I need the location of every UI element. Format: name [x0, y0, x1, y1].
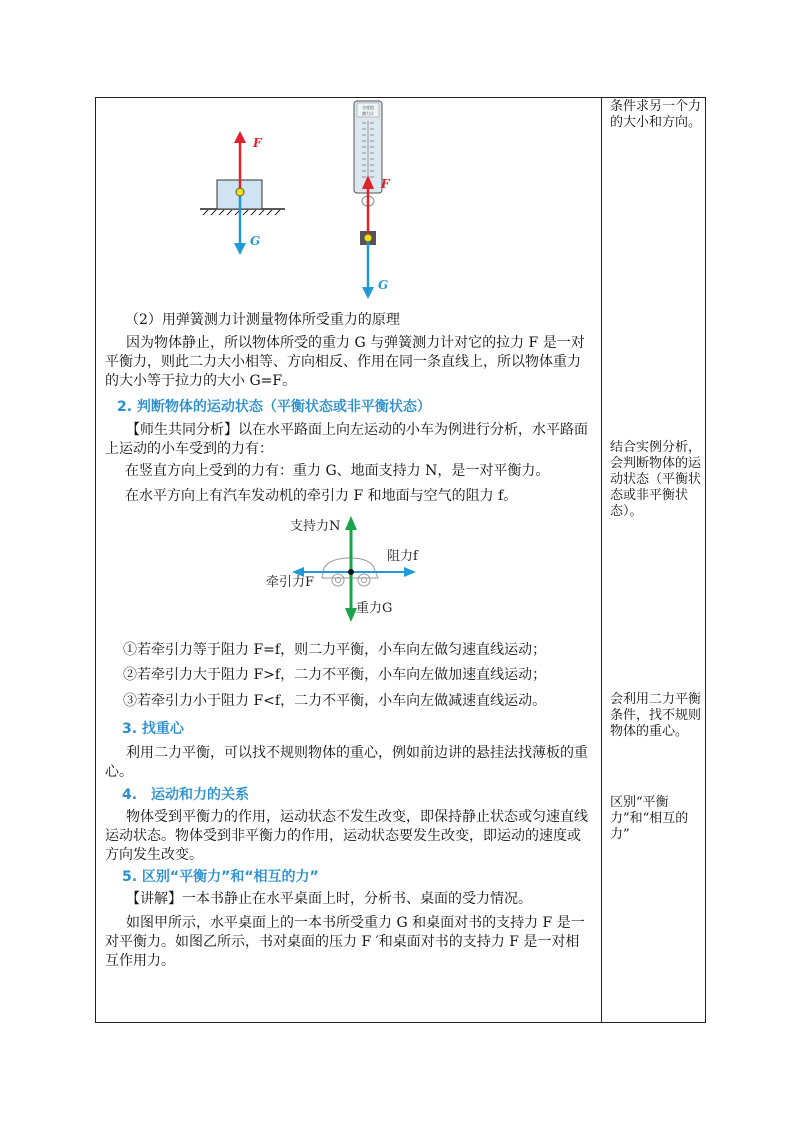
heading-motion-and-force: 4. 运动和力的关系 — [122, 787, 250, 803]
heading-center-of-gravity: 3. 找重心 — [122, 721, 184, 737]
block-force-diagram — [195, 125, 295, 260]
spring-scale-diagram — [340, 97, 410, 302]
horizontal-forces-paragraph: 在水平方向上有汽车发动机的牵引力 F 和地面与空气的阻力 f。 — [125, 488, 518, 504]
spring-principle-title: （2）用弹簧测力计测量物体所受重力的原理 — [125, 312, 400, 328]
heading-balanced-vs-mutual: 5. 区别“平衡力”和“相互的力” — [122, 869, 319, 885]
spring-force-up-label: F — [381, 177, 390, 191]
sidebar-note-motion-state: 结合实例分析，会判断物体的运动状态（平衡状态或非平衡状态）。 — [610, 440, 702, 519]
heading-motion-state: 2. 判断物体的运动状态（平衡状态或非平衡状态） — [117, 399, 431, 415]
car-support-label: 支持力N — [290, 519, 341, 534]
car-gravity-label: 重力G — [356, 601, 393, 616]
case-decelerating: ③若牵引力小于阻力 F<f，二力不平衡，小车向左做减速直线运动。 — [123, 693, 547, 709]
vertical-forces-paragraph: 在竖直方向上受到的力有：重力 G、地面支持力 N，是一对平衡力。 — [125, 463, 550, 479]
column-divider — [601, 97, 602, 1023]
car-force-diagram — [260, 514, 440, 624]
explain-paragraph: 【讲解】一本书静止在水平桌面上时，分析书、桌面的受力情况。 — [126, 891, 532, 907]
spring-principle-body: 因为物体静止，所以物体所受的重力 G 与弹簧测力计对它的拉力 F 是一对平衡力，则此二力大小相等、方向相反、作用在同一条直线上，所以物体重力的大小等于拉力的大小 G=F。 — [105, 335, 585, 389]
car-traction-label: 牵引力F — [266, 575, 315, 590]
case-balanced: ①若牵引力等于阻力 F=f，则二力平衡，小车向左做匀速直线运动； — [123, 642, 547, 658]
book-paragraph: 如图甲所示，水平桌面上的一本书所受重力 G 和桌面对书的支持力 F 是一对平衡力。如图乙所示，书对桌面的压力 F ′和桌面对书的支持力 F 是一对相互作用力。 — [105, 915, 585, 969]
spring-force-down-label: G — [378, 278, 389, 292]
sidebar-note-center-of-gravity: 会利用二力平衡条件，找不规则物体的重心。 — [610, 692, 702, 739]
spring-scale-label-1: 分度值 — [362, 105, 374, 110]
center-of-gravity-paragraph: 利用二力平衡，可以找不规则物体的重心，例如前边讲的悬挂法找薄板的重心。 — [105, 745, 588, 780]
car-drag-label: 阻力f — [387, 549, 418, 564]
sidebar-note-balanced-vs-mutual: 区别“平衡力”和“相互的力” — [610, 795, 689, 842]
motion-force-paragraph: 物体受到平衡力的作用，运动状态不发生改变，即保持静止状态或匀速直线运动状态。物体受到非平衡力的作用，运动状态要发生改变，即运动的速度或方向发生改变。 — [105, 809, 588, 863]
sidebar-note-force-direction: 条件求另一个力的大小和方向。 — [610, 99, 702, 130]
block-force-up-label: F — [253, 136, 262, 150]
case-accelerating: ②若牵引力大于阻力 F>f，二力不平衡，小车向左做加速直线运动； — [123, 667, 547, 683]
block-force-down-label: G — [250, 234, 261, 248]
spring-scale-label-2: 测力计 — [362, 111, 374, 116]
analysis-paragraph: 【师生共同分析】以在水平路面上向左运动的小车为例进行分析，水平路面上运动的小车受到的力有： — [105, 422, 588, 457]
